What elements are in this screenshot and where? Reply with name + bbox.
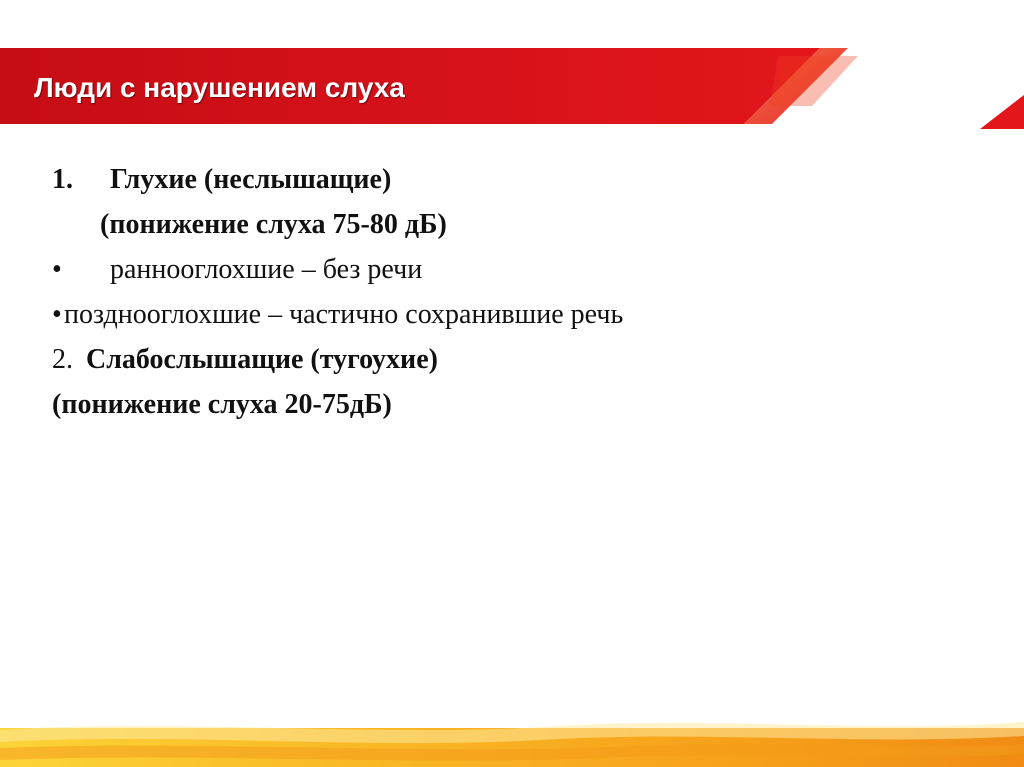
item-2-number: 2. — [52, 344, 73, 375]
slide-title: Люди с нарушением слуха — [34, 72, 405, 103]
item-2-text: Слабослышащие (тугоухие) — [86, 344, 438, 375]
bottom-decoration — [0, 716, 1024, 767]
item-1-detail: (понижение слуха 75-80 дБ) — [100, 209, 447, 240]
corner-accent-shape — [980, 95, 1024, 129]
bullet-1-marker: • — [52, 254, 62, 285]
bullet-2-text: позднооглохшие – частично сохранившие речь — [64, 299, 624, 330]
bullet-2-marker: • — [52, 299, 62, 330]
item-1-number: 1. — [52, 164, 73, 195]
item-2-detail: (понижение слуха 20-75дБ) — [52, 389, 392, 420]
bullet-1-text: раннооглохшие – без речи — [110, 254, 423, 285]
item-1-text: Глухие (неслышащие) — [110, 164, 392, 195]
